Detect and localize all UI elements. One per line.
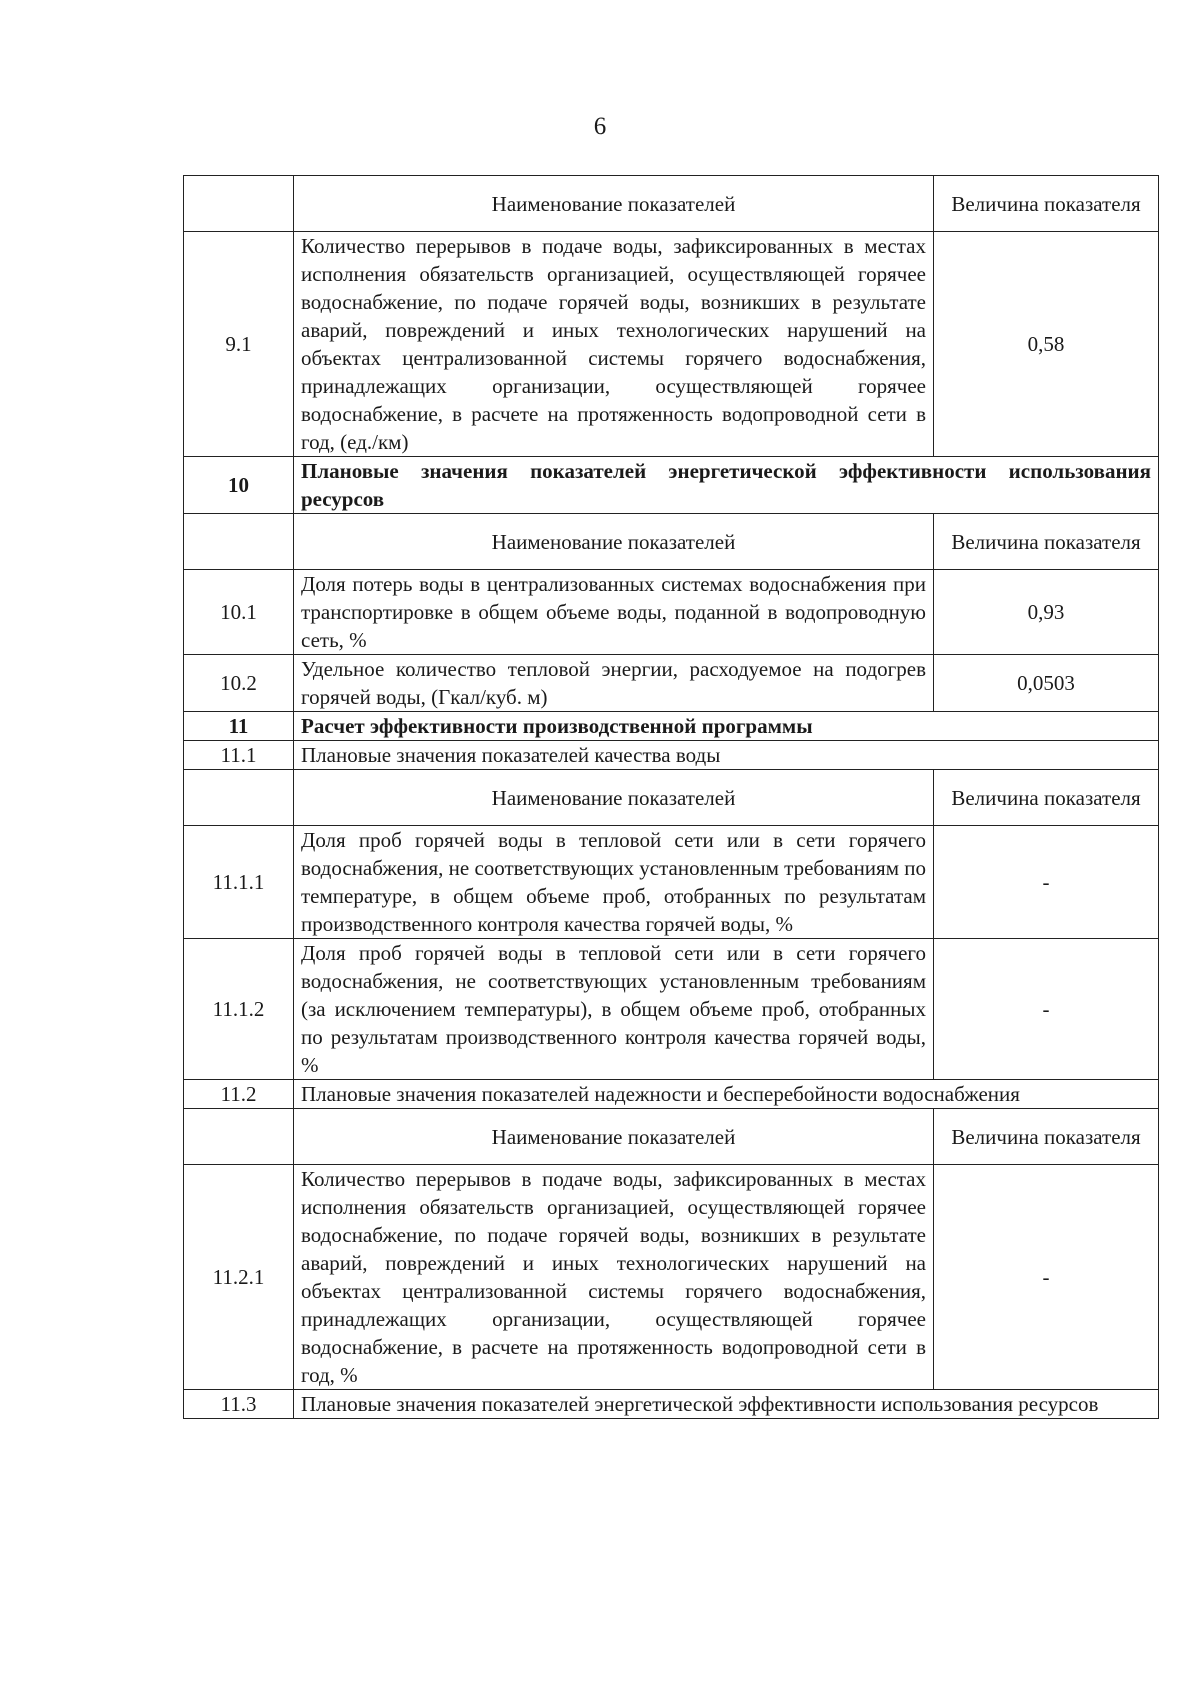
header-value-cell: Величина показателя (934, 514, 1159, 570)
subsection-title: Плановые значения показателей энергетической эффективности использования ресурсов (294, 1390, 1159, 1419)
section-title: Расчет эффективности производственной программы (294, 712, 1159, 741)
row-number: 11.1.1 (184, 826, 294, 939)
section-row-10 (184, 457, 1159, 514)
section-row-11 (184, 712, 1159, 741)
header-name-cell: Наименование показателей (294, 514, 934, 570)
row-value: 0,93 (934, 570, 1159, 655)
row-description: Количество перерывов в подаче воды, зафиксированных в местах исполнения обязательств организацией, осуществляющей горячее водоснабжение, по подаче горячей воды, возникших в результате аварий, повреждений и иных технологических нарушений на объектах централизованной системы горячего водоснабжения, принадлежащих организации, осуществляющей горячее водоснабжение, в расчете на протяженность водопроводной сети в год, % (294, 1165, 934, 1390)
section-number: 11 (184, 712, 294, 741)
row-number: 11.1.2 (184, 939, 294, 1080)
header-value-cell: Величина показателя (934, 176, 1159, 232)
subsection-row-11-3 (184, 1390, 1159, 1419)
header-name-cell: Наименование показателей (294, 770, 934, 826)
header-value-cell: Величина показателя (934, 770, 1159, 826)
row-value: - (934, 1165, 1159, 1390)
row-number: 10.1 (184, 570, 294, 655)
header-num-cell (184, 1109, 294, 1165)
header-num-cell (184, 176, 294, 232)
subsection-row-11-1 (184, 741, 1159, 770)
subsection-title: Плановые значения показателей качества воды (294, 741, 1159, 770)
table-header-row (184, 770, 1159, 826)
row-value: 0,58 (934, 232, 1159, 457)
row-description: Удельное количество тепловой энергии, расходуемое на подогрев горячей воды, (Гкал/куб. м) (294, 655, 934, 712)
table-header-row (184, 1109, 1159, 1165)
header-name-cell: Наименование показателей (294, 1109, 934, 1165)
row-value: 0,0503 (934, 655, 1159, 712)
page-number: 6 (593, 113, 607, 140)
table-row-11-1-1 (184, 826, 1159, 939)
subsection-row-11-2 (184, 1080, 1159, 1109)
header-value-cell: Величина показателя (934, 1109, 1159, 1165)
subsection-title: Плановые значения показателей надежности и бесперебойности водоснабжения (294, 1080, 1159, 1109)
header-name-cell: Наименование показателей (294, 176, 934, 232)
indicators-table (183, 175, 1159, 1419)
table-row-10-1 (184, 570, 1159, 655)
row-value: - (934, 826, 1159, 939)
section-title: Плановые значения показателей энергетической эффективности использования ресурсов (294, 457, 1159, 514)
subsection-number: 11.3 (184, 1390, 294, 1419)
row-description: Доля проб горячей воды в тепловой сети или в сети горячего водоснабжения, не соответствующих установленным требованиям (за исключением температуры), в общем объеме проб, отобранных по результатам производственного контроля качества горячей воды, % (294, 939, 934, 1080)
table-row-11-1-2 (184, 939, 1159, 1080)
row-number: 11.2.1 (184, 1165, 294, 1390)
table-row-10-2 (184, 655, 1159, 712)
subsection-number: 11.1 (184, 741, 294, 770)
row-description: Доля проб горячей воды в тепловой сети или в сети горячего водоснабжения, не соответствующих установленным требованиям по температуре, в общем объеме проб, отобранных по результатам производственного контроля качества горячей воды, % (294, 826, 934, 939)
section-number: 10 (184, 457, 294, 514)
row-description: Доля потерь воды в централизованных системах водоснабжения при транспортировке в общем объеме воды, поданной в водопроводную сеть, % (294, 570, 934, 655)
row-number: 10.2 (184, 655, 294, 712)
table-header-row (184, 514, 1159, 570)
subsection-number: 11.2 (184, 1080, 294, 1109)
row-number: 9.1 (184, 232, 294, 457)
table-row-9-1 (184, 232, 1159, 457)
table-row-11-2-1 (184, 1165, 1159, 1390)
row-description: Количество перерывов в подаче воды, зафиксированных в местах исполнения обязательств организацией, осуществляющей горячее водоснабжение, по подаче горячей воды, возникших в результате аварий, повреждений и иных технологических нарушений на объектах централизованной системы горячего водоснабжения, принадлежащих организации, осуществляющей горячее водоснабжение, в расчете на протяженность водопроводной сети в год, (ед./км) (294, 232, 934, 457)
table-header-row (184, 176, 1159, 232)
row-value: - (934, 939, 1159, 1080)
header-num-cell (184, 770, 294, 826)
header-num-cell (184, 514, 294, 570)
